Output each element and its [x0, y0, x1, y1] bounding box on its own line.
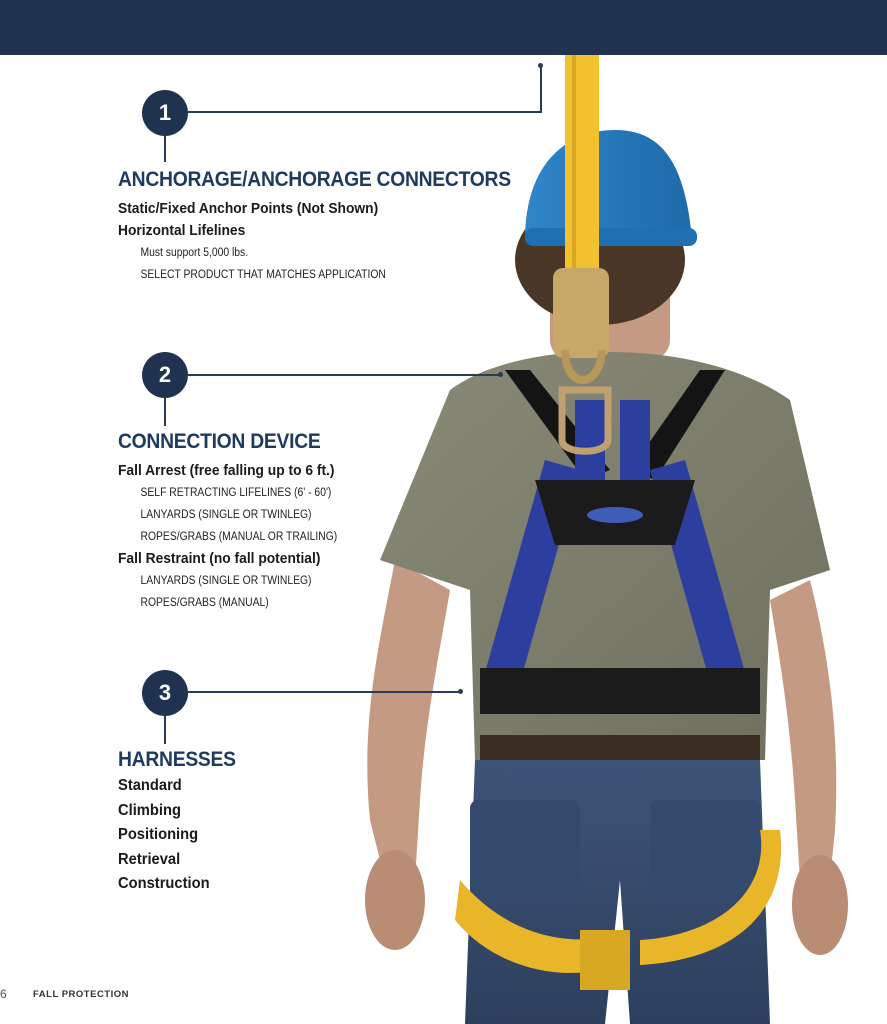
section-detail: SELECT PRODUCT THAT MATCHES APPLICATION — [140, 269, 386, 281]
callout-3-stem — [164, 716, 166, 744]
callout-2-stem — [164, 398, 166, 426]
footer-title: FALL PROTECTION — [33, 989, 129, 1000]
section-heading: ANCHORAGE/ANCHORAGE CONNECTORS — [118, 168, 511, 191]
callout-1-stem — [164, 136, 166, 162]
section-anchorage — [118, 168, 545, 286]
section-line: Fall Restraint (no fall potential) — [118, 550, 321, 567]
harness-type: Positioning — [118, 826, 199, 843]
section-line: Horizontal Lifelines — [118, 222, 246, 239]
harness-type: Climbing — [118, 801, 181, 819]
harness-type: Construction — [118, 875, 210, 892]
callout-3-dot — [458, 689, 463, 694]
callout-number-3: 3 — [142, 670, 188, 716]
section-connection-device — [118, 430, 362, 614]
section-detail: LANYARDS (SINGLE OR TWINLEG) — [140, 575, 312, 587]
section-detail: ROPES/GRABS (MANUAL OR TRAILING) — [140, 531, 338, 543]
callout-1-leader — [188, 111, 541, 113]
callout-number-2: 2 — [142, 352, 188, 398]
callout-3-leader — [188, 691, 460, 693]
callout-2-dot — [498, 372, 503, 377]
callout-1-dot — [538, 63, 543, 68]
section-detail: Must support 5,000 lbs. — [140, 247, 249, 259]
section-harnesses — [118, 748, 246, 897]
callout-2-leader — [188, 374, 500, 376]
section-line: Static/Fixed Anchor Points (Not Shown) — [118, 200, 379, 217]
section-heading: CONNECTION DEVICE — [118, 430, 321, 453]
section-line: Fall Arrest (free falling up to 6 ft.) — [118, 462, 335, 479]
page-number: 6 — [0, 987, 7, 1001]
harness-type: Standard — [118, 777, 182, 794]
section-detail: LANYARDS (SINGLE OR TWINLEG) — [140, 509, 312, 521]
callout-number-1: 1 — [142, 90, 188, 136]
worker-harness-photo — [340, 0, 887, 1024]
section-detail: SELF RETRACTING LIFELINES (6' - 60') — [140, 487, 332, 499]
section-detail: ROPES/GRABS (MANUAL) — [140, 597, 269, 609]
section-heading: HARNESSES — [118, 748, 236, 771]
callout-1-riser — [540, 66, 542, 113]
harness-type: Retrieval — [118, 850, 181, 868]
